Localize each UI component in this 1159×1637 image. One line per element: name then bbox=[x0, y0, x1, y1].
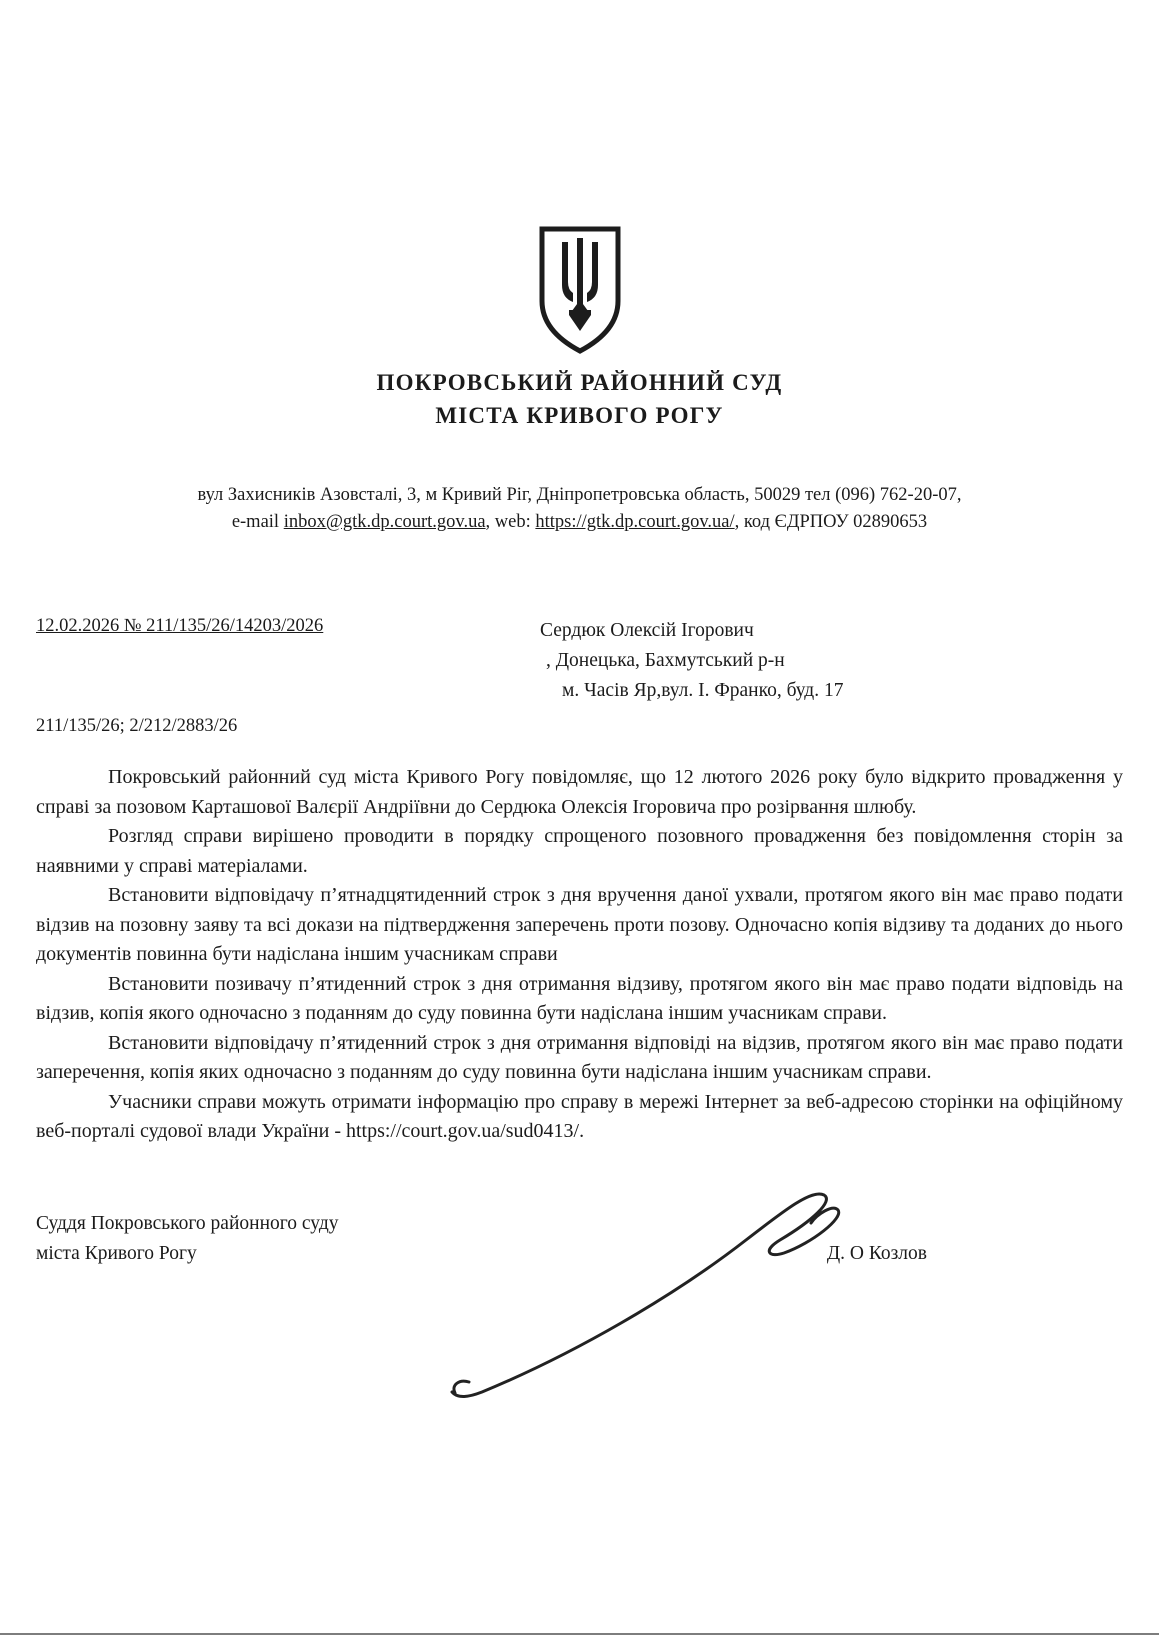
outgoing-date-number: 12.02.2026 № 211/135/26/14203/2026 bbox=[36, 616, 324, 636]
recipient-name: Сердюк Олексій Ігорович bbox=[540, 620, 754, 641]
court-address-block bbox=[36, 482, 1123, 536]
body-paragraph: Встановити відповідачу п’ятнадцятиденний строк з дня вручення даної ухвали, протягом якого він має право подати відзив на позовну заяву та всі докази на підтвердження заперечень проти позову. Одночасно копія відзиву та доданих до нього документів повинна бути надіслана іншим учасникам справи bbox=[36, 884, 1123, 965]
court-name bbox=[36, 366, 1123, 432]
trident-shield-icon bbox=[534, 224, 626, 356]
email-label: e-mail bbox=[231, 512, 284, 532]
scan-bottom-edge bbox=[0, 1633, 1159, 1635]
coat-of-arms bbox=[36, 224, 1123, 356]
meta-row bbox=[36, 616, 1123, 706]
signature-block bbox=[36, 1209, 1123, 1269]
court-contacts-line bbox=[36, 509, 1123, 536]
court-address-line1: вул Захисників Азовсталі, 3, м Кривий Ріг, Дніпропетровська область, 50029 тел (096) 762-20-07, bbox=[197, 485, 962, 505]
body-paragraph: Встановити відповідачу п’ятиденний строк з дня отримання відповіді на відзив, протягом якого він має право подати заперечення, копія яких одночасно з поданням до суду повинна бути надіслана іншим учасникам справи. bbox=[36, 1031, 1123, 1083]
case-numbers: 211/135/26; 2/212/2883/26 bbox=[36, 716, 238, 736]
judge-name: Д. О Козлов bbox=[826, 1242, 927, 1264]
letter-body bbox=[36, 763, 1123, 1147]
body-paragraph: Учасники справи можуть отримати інформацію про справу в мережі Інтернет за веб-адресою сторінки на офіційному веб-порталі судової влади України - https://court.gov.ua/sud0413/. bbox=[36, 1090, 1123, 1142]
edrpou-code: , код ЄДРПОУ 02890653 bbox=[734, 512, 928, 532]
web-link[interactable]: https://gtk.dp.court.gov.ua/ bbox=[535, 512, 735, 532]
court-name-line1: ПОКРОВСЬКИЙ РАЙОННИЙ СУД bbox=[376, 370, 783, 395]
recipient-street: м. Часів Яр,вул. І. Франко, буд. 17 bbox=[562, 680, 844, 701]
body-paragraph: Розгляд справи вирішено проводити в порядку спрощеного позовного провадження без повідомлення сторін за наявними у справі матеріалами. bbox=[36, 825, 1123, 877]
web-label: , web: bbox=[485, 512, 536, 532]
judge-title bbox=[36, 1209, 339, 1269]
body-paragraph: Покровський районний суд міста Кривого Рогу повідомляє, що 12 лютого 2026 року було відкрито провадження у справі за позовом Карташової Валєрії Андріївни до Сердюка Олексія Ігоровича про розірвання шлюбу. bbox=[36, 766, 1123, 818]
email-link[interactable]: inbox@gtk.dp.court.gov.ua bbox=[283, 512, 486, 532]
court-name-line2: МІСТА КРИВОГО РОГУ bbox=[435, 403, 724, 428]
body-paragraph: Встановити позивачу п’ятиденний строк з дня отримання відзиву, протягом якого він має право подати відповідь на відзив, копія якого одночасно з поданням до суду повинна бути надіслана іншим учасникам справи. bbox=[36, 972, 1123, 1024]
recipient-region: , Донецька, Бахмутський р-н bbox=[546, 650, 785, 671]
judge-title-line1: Суддя Покровського районного суду bbox=[36, 1212, 339, 1234]
recipient-block bbox=[540, 616, 843, 706]
judge-title-line2: міста Кривого Рогу bbox=[36, 1242, 197, 1264]
